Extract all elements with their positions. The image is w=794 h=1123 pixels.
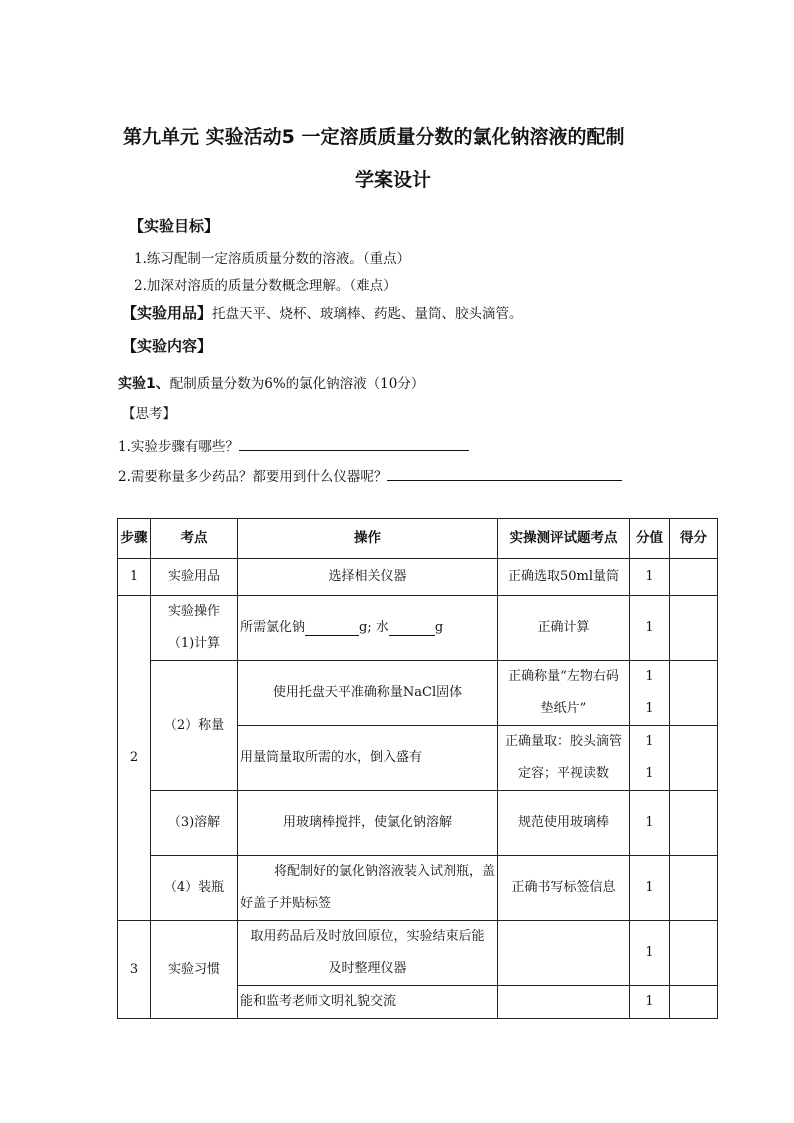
operation-cell: 能和监考老师文明礼貌交流 <box>238 986 498 1019</box>
table-row <box>118 596 718 661</box>
page-subtitle: 学案设计 <box>355 169 432 191</box>
question-1 <box>118 435 469 455</box>
header-step: 步骤 <box>118 519 151 559</box>
point-cell <box>151 596 238 661</box>
test-line-a: 正确量取：胶头滴管 <box>504 734 622 749</box>
water-mass-blank[interactable] <box>389 620 435 637</box>
table-row <box>118 921 718 986</box>
think-heading: 【思考】 <box>122 406 176 422</box>
table-row <box>118 661 718 726</box>
supplies-text: 托盘天平、烧杯、玻璃棒、药匙、量筒、胶头滴管。 <box>212 306 523 322</box>
point-line-b: （1)计算 <box>167 636 221 651</box>
test-point-cell: 正确计算 <box>498 596 630 661</box>
operation-line-a: 将配制好的氯化钠溶液装入试剂瓶，盖 <box>273 864 495 879</box>
question-2-text: 2.需要称量多少药品？都要用到什么仪器呢？ <box>118 469 388 485</box>
answer-blank-2[interactable] <box>387 466 622 481</box>
test-line-a: 正确称量“左物右码 <box>508 669 619 684</box>
test-point-cell: 正确选取50ml量筒 <box>498 559 630 596</box>
earned-cell[interactable] <box>670 791 718 856</box>
operation-cell <box>238 856 498 921</box>
test-point-cell <box>498 661 630 726</box>
header-test-point: 实操测评试题考点 <box>498 519 630 559</box>
earned-cell[interactable] <box>670 559 718 596</box>
earned-cell[interactable] <box>670 921 718 986</box>
score-line-b: 1 <box>645 766 654 781</box>
score-cell <box>630 661 670 726</box>
header-point: 考点 <box>151 519 238 559</box>
score-line-b: 1 <box>645 701 654 716</box>
page-title: 第九单元 实验活动5 一定溶质质量分数的氯化钠溶液的配制 <box>123 126 625 148</box>
experiment-1-text: 配制质量分数为6%的氯化钠溶液（10分） <box>169 376 425 392</box>
answer-blank-1[interactable] <box>239 436 469 451</box>
operation-cell: 选择相关仪器 <box>238 559 498 596</box>
table-row <box>118 559 718 596</box>
earned-cell[interactable] <box>670 661 718 726</box>
operation-cell: 使用托盘天平准确称量NaCl固体 <box>238 661 498 726</box>
point-cell: 实验习惯 <box>151 921 238 1019</box>
table-header-row <box>118 519 718 559</box>
score-cell: 1 <box>630 559 670 596</box>
earned-cell[interactable] <box>670 986 718 1019</box>
step-cell: 1 <box>118 559 151 596</box>
point-cell: （2）称量 <box>151 661 238 791</box>
operation-line-a: 取用药品后及时放回原位，实验结束后能 <box>250 929 485 944</box>
score-cell: 1 <box>630 921 670 986</box>
nacl-mass-blank[interactable] <box>305 620 359 637</box>
question-2 <box>118 465 622 485</box>
test-point-cell <box>498 921 630 986</box>
table-row <box>118 791 718 856</box>
score-cell: 1 <box>630 596 670 661</box>
step-cell: 3 <box>118 921 151 1019</box>
question-1-text: 1.实验步骤有哪些？ <box>118 439 239 455</box>
supplies-line <box>122 302 523 323</box>
header-score: 分值 <box>630 519 670 559</box>
test-point-cell: 规范使用玻璃棒 <box>498 791 630 856</box>
earned-cell[interactable] <box>670 726 718 791</box>
point-cell: （3)溶解 <box>151 791 238 856</box>
earned-cell[interactable] <box>670 856 718 921</box>
content-heading: 【实验内容】 <box>122 337 213 355</box>
score-cell: 1 <box>630 986 670 1019</box>
test-line-b: 垫纸片” <box>540 701 587 716</box>
assessment-table <box>117 518 718 1019</box>
score-line-a: 1 <box>645 734 654 749</box>
test-line-b: 定容；平视读数 <box>517 766 609 781</box>
header-operation: 操作 <box>238 519 498 559</box>
point-line-a: 实验操作 <box>167 604 220 619</box>
point-cell: 实验用品 <box>151 559 238 596</box>
step-cell: 2 <box>118 596 151 921</box>
goal-item-2: 2.加深对溶质的质量分数概念理解。（难点） <box>134 278 397 294</box>
goals-heading: 【实验目标】 <box>129 217 220 235</box>
score-cell: 1 <box>630 856 670 921</box>
test-point-cell <box>498 986 630 1019</box>
test-point-cell: 正确书写标签信息 <box>498 856 630 921</box>
supplies-heading: 【实验用品】 <box>122 304 213 322</box>
score-cell: 1 <box>630 791 670 856</box>
test-point-cell <box>498 726 630 791</box>
goal-item-1: 1.练习配制一定溶质质量分数的溶液。（重点） <box>134 251 411 267</box>
operation-part-b: g; 水 <box>359 619 389 635</box>
operation-cell: 用玻璃棒搅拌，使氯化钠溶解 <box>238 791 498 856</box>
operation-part-a: 所需氯化钠 <box>240 619 306 635</box>
header-earned: 得分 <box>670 519 718 559</box>
operation-cell <box>238 921 498 986</box>
point-cell: （4）装瓶 <box>151 856 238 921</box>
operation-line-b: 好盖子并贴标签 <box>240 896 332 911</box>
earned-cell[interactable] <box>670 596 718 661</box>
operation-line-b: 及时整理仪器 <box>328 961 407 976</box>
score-line-a: 1 <box>645 669 654 684</box>
experiment-1-line <box>118 372 424 393</box>
operation-part-c: g <box>434 619 444 635</box>
operation-cell <box>238 596 498 661</box>
operation-cell: 用量筒量取所需的水，倒入盛有 <box>238 726 498 791</box>
table-row <box>118 856 718 921</box>
experiment-1-label: 实验1、 <box>118 376 170 392</box>
score-cell <box>630 726 670 791</box>
